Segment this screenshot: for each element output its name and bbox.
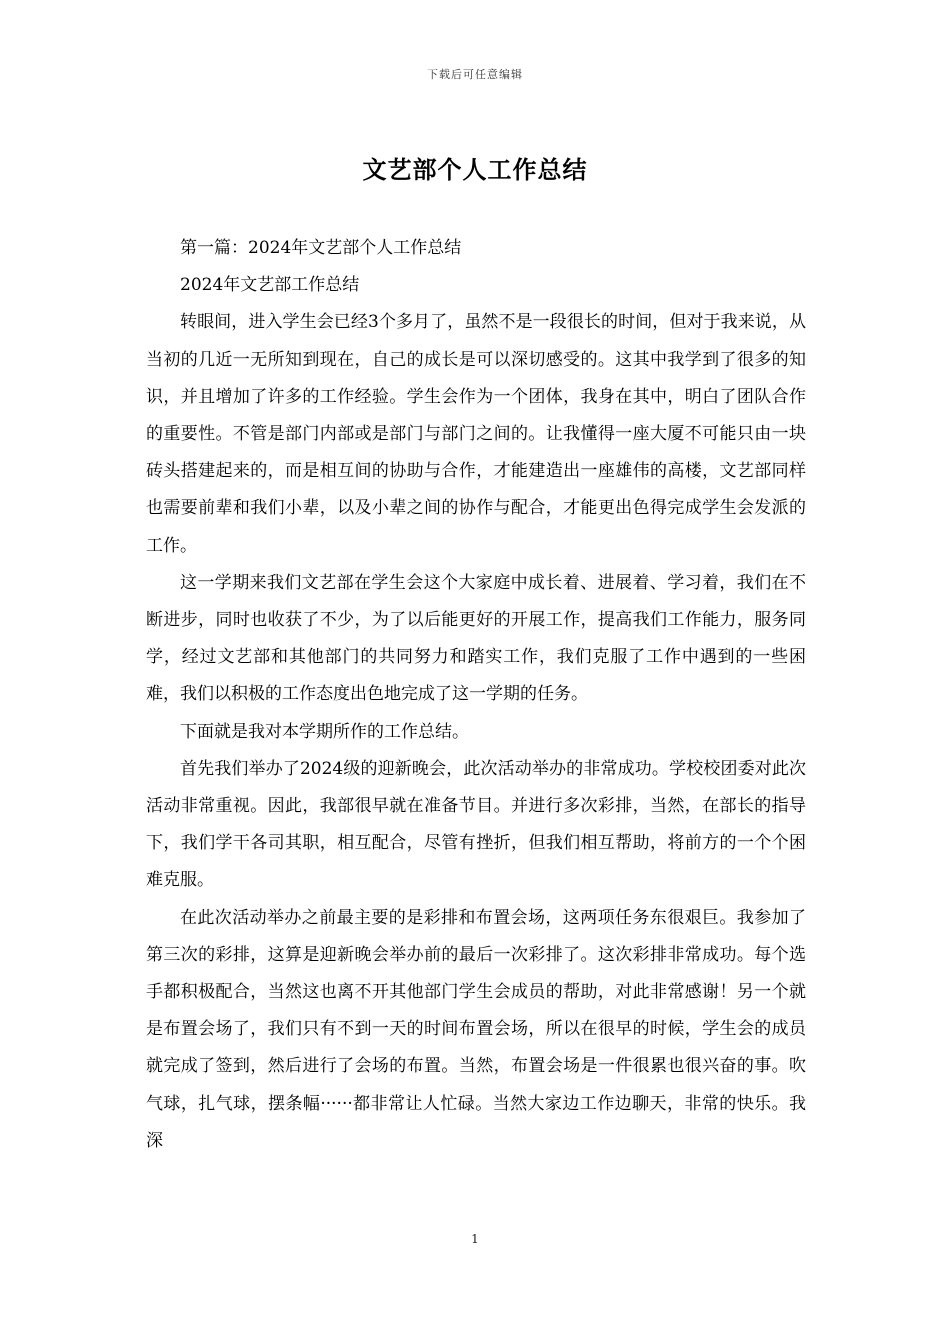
body-paragraph: 在此次活动举办之前最主要的是彩排和布置会场，这两项任务东很艰巨。我参加了第三次的彩排，这算是迎新晚会举办前的最后一次彩排了。这次彩排非常成功。每个选手都积极配合，当然这也离不开其他部门学生会成员的帮助，对此非常感谢！另一个就是布置会场了，我们只有不到一天的时间布置会场，所以在很早的时候，学生会的成员就完成了签到，然后进行了会场的布置。当然，布置会场是一件很累也很兴奋的事。吹气球，扎气球，摆条幅······都非常让人忙碌。当然大家边工作边聊天，非常的快乐。我深 — [146, 907, 806, 1151]
document-title: 文艺部个人工作总结 — [362, 155, 588, 184]
header-note: 下载后可任意编辑 — [427, 68, 523, 81]
document-body — [146, 230, 806, 1160]
body-paragraph: 下面就是我对本学期所作的工作总结。 — [180, 721, 469, 742]
subsection-heading: 2024年文艺部工作总结 — [180, 275, 360, 296]
body-paragraph: 首先我们举办了2024级的迎新晚会，此次活动举办的非常成功。学校校团委对此次活动非常重视。因此，我部很早就在准备节目。并进行多次彩排，当然，在部长的指导下，我们学干各司其职，相互配合，尽管有挫折，但我们相互帮助，将前方的一个个困难克服。 — [146, 758, 806, 891]
body-paragraph: 转眼间，进入学生会已经3个多月了，虽然不是一段很长的时间，但对于我来说，从当初的几近一无所知到现在，自己的成长是可以深切感受的。这其中我学到了很多的知识，并且增加了许多的工作经验。学生会作为一个团体，我身在其中，明白了团队合作的重要性。不管是部门内部或是部门与部门之间的。让我懂得一座大厦不可能只由一块砖头搭建起来的，而是相互间的协助与合作，才能建造出一座雄伟的高楼，文艺部同样也需要前辈和我们小辈，以及小辈之间的协作与配合，才能更出色得完成学生会发派的工作。 — [146, 312, 806, 556]
body-paragraph: 这一学期来我们文艺部在学生会这个大家庭中成长着、进展着、学习着，我们在不断进步，同时也收获了不少，为了以后能更好的开展工作，提高我们工作能力，服务同学，经过文艺部和其他部门的共同努力和踏实工作，我们克服了工作中遇到的一些困难，我们以积极的工作态度出色地完成了这一学期的任务。 — [146, 572, 806, 705]
section-heading: 第一篇：2024年文艺部个人工作总结 — [180, 238, 462, 258]
page-number: 1 — [471, 1232, 479, 1246]
